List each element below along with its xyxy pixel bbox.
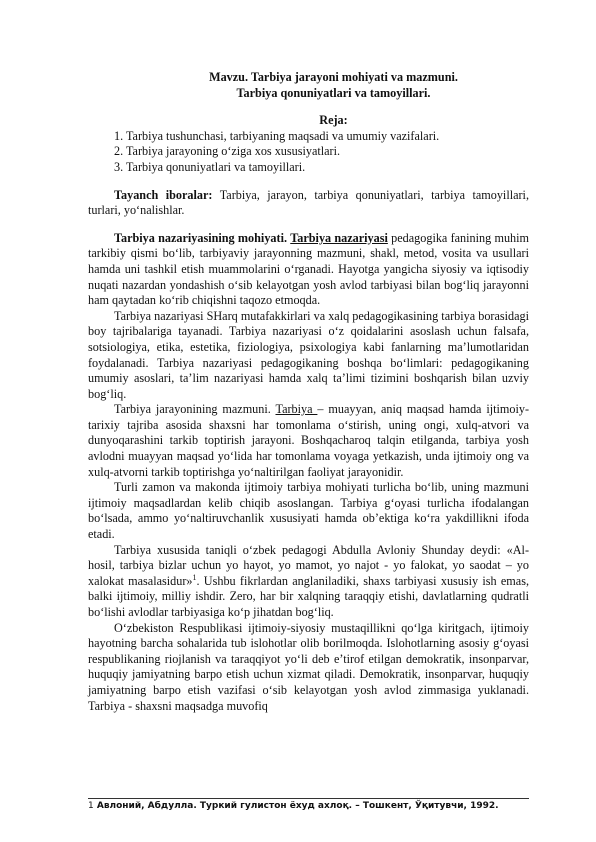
plan-heading: Reja: bbox=[319, 113, 348, 128]
plan-item: 2. Tarbiya jarayoning o‘ziga xos xususiyatlari. bbox=[114, 144, 341, 159]
keywords-text: Tarbiya, jarayon, tarbiya qonuniyatlari, tarbiya tamoyillari, turlari, yo‘nalishlar. bbox=[88, 187, 529, 218]
paragraph-4: Turli zamon va makonda ijtimoiy tarbiya mohiyati turlicha bo‘lib, uning mazmuni ijtimoiy maqsadlardan kelib chiqib asoslangan. Tarbiya g‘oyasi turlicha ifodalangan bo‘lsada, ammo yo‘naltiruvchanlik xususiyati hamda ob’ektiga ko‘ra yakdillikni ifoda etadi. bbox=[88, 480, 529, 542]
footnote-reference[interactable]: 1 bbox=[192, 572, 197, 582]
paragraph-6: O‘zbekiston Respublikasi ijtimoiy-siyosiy mustaqillikni qo‘lga kiritgach, ijtimoiy hayotning barcha sohalarida tub islohotlar olib borilmoqda. Islohotlarning asosiy g‘oyasi respublikaning riojlanish va taraqqiyot yo‘li deb e’tirof etilgan demokratik, insonparvar, huquqiy jamiyatning barpo etish uchun xizmat qiladi. Demokratik, insonparvar, huquqiy jamiyatning barpo etish vazifasi o‘sib kelayotgan yosh avlod zimmasiga yuklanadi. Tarbiya - shaxsni maqsadga muvofiq bbox=[88, 620, 529, 713]
paragraph-text: Tarbiya jarayonining mazmuni. bbox=[114, 402, 276, 417]
keywords-label: Tayanch iboralar: bbox=[114, 187, 213, 202]
section-heading: Tarbiya nazariyasining mohiyati. bbox=[114, 230, 287, 245]
paragraph-text: pedagogika fanining muhim tarkibiy qismi bo‘lib, tarbiyaviy jarayonning mazmuni, shakl, metod, vosita va usullari hamda uni tashkil etish muammolarini o‘rganadi. Hayotga yangicha siyosiy va iqtisodiy nuqati nazardan yondashish o‘sib kelayotgan yosh avlod tarbiyasi bilan bog‘liq jarayonni ham qaytadan ko‘rib chiqishni taqozo etmoqda. bbox=[88, 230, 529, 308]
footnote-divider bbox=[88, 798, 529, 799]
footnote-text: Авлоний, Абдулла. Туркий гулистон ёхуд ахлоқ. – Тошкент, Ўқитувчи, 1992. bbox=[93, 801, 499, 811]
document-body bbox=[88, 70, 529, 714]
paragraph-5 bbox=[88, 543, 529, 621]
footnote-number: 1 bbox=[88, 801, 94, 811]
footnote bbox=[88, 800, 548, 812]
title-line-1: Mavzu. Tarbiya jarayoni mohiyati va mazmuni. bbox=[209, 70, 458, 84]
keywords-paragraph bbox=[88, 188, 529, 219]
paragraph-text: Tarbiya xususida taniqli o‘zbek pedagogi Abdulla Avloniy Shunday deydi: «Al-hosil, tarbiya bizlar uchun yo hayot, yo mamot, yo najot - yo falokat, yo saodat – yo xalokat masalasidur» bbox=[88, 542, 529, 588]
paragraph-2: Tarbiya nazariyasi SHarq mutafakkirlari va xalq pedagogikasining tarbiya borasidagi boy tajribalariga tayanadi. Tarbiya nazariyasi o‘z qoidalarini asoslash uchun falsafa, sotsiologiya, etika, estetika, fiziologiya, psixologiya kabi fanlarning ma’lumotlaridan foydalanadi. Tarbiya nazariyasi pedagogikaning boshqa bo‘limlari: pedagogikaning umumiy asoslari, ta’lim nazariyasi hamda xalq ta’limi tizimini boshqarish bilan uzviy bog‘liq. bbox=[88, 308, 529, 401]
paragraph-text: . Ushbu fikrlardan anglaniladiki, shaxs tarbiyasi xususiy ish emas, balki ijtimoiy, milliy ishdir. Zero, har bir xalqning taraqqiy etishi, davlatlarning qudratli bo‘lishi avlodlar tarbiyasiga ko‘p jihatdan bog‘liq. bbox=[88, 573, 529, 619]
title-line-2: Tarbiya qonuniyatlari va tamoyillari. bbox=[236, 85, 431, 100]
paragraph-1 bbox=[88, 231, 529, 309]
plan-item: 3. Tarbiya qonuniyatlari va tamoyillari. bbox=[114, 159, 306, 174]
page-title bbox=[128, 70, 539, 101]
term-highlight: Tarbiya nazariyasi bbox=[290, 230, 388, 245]
plan-item: 1. Tarbiya tushunchasi, tarbiyaning maqsadi va umumiy vazifalari. bbox=[114, 128, 440, 143]
paragraph-3 bbox=[88, 402, 529, 480]
plan-list bbox=[88, 129, 529, 176]
paragraph-text: – muayyan, aniq maqsad hamda ijtimoiy-tarixiy tajriba asosida shaxsni har tomonlama o‘stirish, uning ongi, xulq-atvori va dunyoqarashini tarkib toptirish jarayoni. Boshqacharoq talqin etilganda, tarbiya yosh avlodni muayyan maqsad yo‘lida har tomonlama voyaga yetkazish, unda ijtimoiy ong va xulq-atvorni tarkib toptirishga yo‘naltirilgan faoliyat jarayonidir. bbox=[88, 402, 530, 479]
term-highlight: Tarbiya bbox=[275, 402, 318, 417]
